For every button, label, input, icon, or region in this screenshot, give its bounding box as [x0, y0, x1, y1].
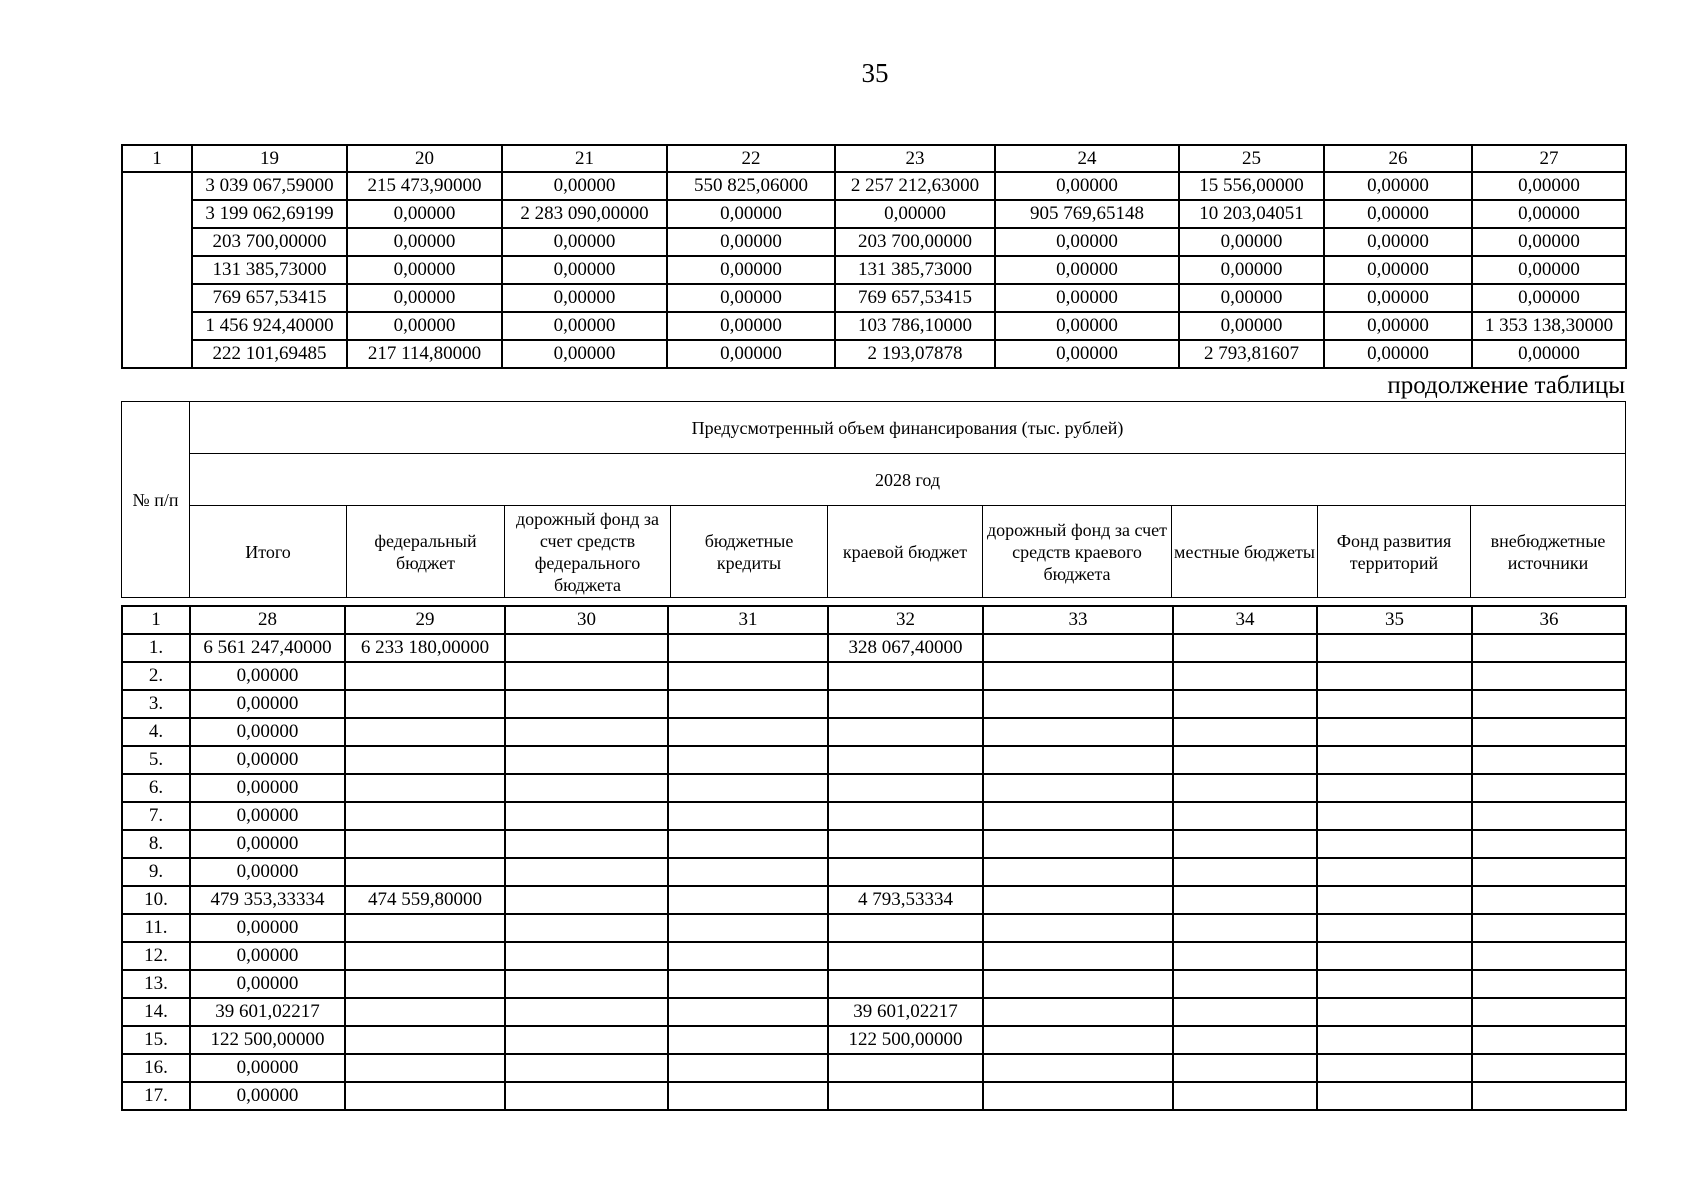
- column-number: 34: [1173, 606, 1317, 634]
- table-cell: 0,00000: [190, 774, 345, 802]
- column-number-row: [122, 606, 1626, 634]
- table-cell: [1317, 858, 1472, 886]
- table-cell: 0,00000: [995, 340, 1179, 368]
- table-cell: [828, 774, 983, 802]
- table-cell: [1173, 1026, 1317, 1054]
- table-cell: 0,00000: [347, 200, 502, 228]
- table-cell: 0,00000: [1324, 340, 1472, 368]
- table-cell: 0,00000: [667, 340, 835, 368]
- table-cell: 0,00000: [190, 858, 345, 886]
- page-number: 35: [861, 58, 889, 88]
- table-cell: 10 203,04051: [1179, 200, 1324, 228]
- table-cell: [505, 802, 668, 830]
- table-cell: [345, 690, 505, 718]
- table-cell: [668, 886, 828, 914]
- table-cell: [1173, 1082, 1317, 1110]
- table-cell: [668, 970, 828, 998]
- col-header: дорожный фонд за счет средств федерального бюджета: [505, 506, 671, 598]
- table-cell: 0,00000: [667, 228, 835, 256]
- table-cell: [983, 634, 1173, 662]
- table-cell: [1472, 970, 1626, 998]
- table-cell: 0,00000: [667, 256, 835, 284]
- row-number-cell: 6.: [122, 774, 190, 802]
- table-cell: 203 700,00000: [192, 228, 347, 256]
- funding-title: Предусмотренный объем финансирования (тыс. рублей): [190, 402, 1626, 454]
- table-cell: 0,00000: [190, 942, 345, 970]
- table-cell: 0,00000: [995, 228, 1179, 256]
- table-row: [122, 914, 1626, 942]
- table-cell: [1317, 774, 1472, 802]
- table-cell: [983, 774, 1173, 802]
- column-number: 29: [345, 606, 505, 634]
- table-cell: [668, 662, 828, 690]
- table-cell: 0,00000: [1179, 228, 1324, 256]
- table-cell: 103 786,10000: [835, 312, 995, 340]
- table-cell: [668, 830, 828, 858]
- table-cell: [345, 774, 505, 802]
- table-cell: [828, 914, 983, 942]
- table-cell: 0,00000: [502, 172, 667, 200]
- table-cell: 122 500,00000: [190, 1026, 345, 1054]
- table-cell: 0,00000: [1324, 256, 1472, 284]
- table-cell: [668, 942, 828, 970]
- table-cell: 0,00000: [835, 200, 995, 228]
- table-cell: [1317, 662, 1472, 690]
- table-cell: [345, 1082, 505, 1110]
- col-header: Итого: [190, 506, 347, 598]
- column-number: 32: [828, 606, 983, 634]
- table-cell: [828, 718, 983, 746]
- table-cell: 2 257 212,63000: [835, 172, 995, 200]
- table-cell: [828, 830, 983, 858]
- table-cell: 0,00000: [667, 312, 835, 340]
- col-header: краевой бюджет: [828, 506, 983, 598]
- table-cell: [983, 1026, 1173, 1054]
- column-number: 31: [668, 606, 828, 634]
- table-cell: [345, 942, 505, 970]
- table-cell: [828, 690, 983, 718]
- column-number: 1: [122, 606, 190, 634]
- table-cell: [1472, 1054, 1626, 1082]
- table-row: [122, 830, 1626, 858]
- column-number: 23: [835, 145, 995, 172]
- table-cell: 122 500,00000: [828, 1026, 983, 1054]
- table-cell: 2 283 090,00000: [502, 200, 667, 228]
- table-cell: [1317, 886, 1472, 914]
- table-cell: [1173, 634, 1317, 662]
- table-cell: 1 456 924,40000: [192, 312, 347, 340]
- table-cell: [668, 1054, 828, 1082]
- table-cell: [983, 886, 1173, 914]
- table-cell: 0,00000: [190, 1054, 345, 1082]
- table-cell: [345, 858, 505, 886]
- table-row: [122, 1054, 1626, 1082]
- table-cell: 0,00000: [347, 256, 502, 284]
- table-row: [122, 718, 1626, 746]
- table-cell: [1317, 1082, 1472, 1110]
- table-row: [122, 690, 1626, 718]
- row-number-cell: 10.: [122, 886, 190, 914]
- table-cell: 0,00000: [1179, 284, 1324, 312]
- table-cell: [668, 746, 828, 774]
- row-number-cell: 2.: [122, 662, 190, 690]
- table-cell: [828, 1054, 983, 1082]
- table-cell: [1173, 858, 1317, 886]
- col-header: местные бюджеты: [1172, 506, 1318, 598]
- row-number-cell: 13.: [122, 970, 190, 998]
- table-cell: 0,00000: [1472, 284, 1626, 312]
- table-cell: 0,00000: [1324, 284, 1472, 312]
- table-cell: [505, 998, 668, 1026]
- table-cell: [1173, 1054, 1317, 1082]
- table-cell: 0,00000: [502, 312, 667, 340]
- table-cell: [1173, 998, 1317, 1026]
- row-number-cell: 14.: [122, 998, 190, 1026]
- table-row: [122, 858, 1626, 886]
- table-cell: [505, 746, 668, 774]
- table-cell: [1173, 970, 1317, 998]
- table-cell: 6 561 247,40000: [190, 634, 345, 662]
- table-cell: 0,00000: [347, 284, 502, 312]
- table-row: [122, 802, 1626, 830]
- continuation-label: продолжение таблицы: [1387, 372, 1625, 399]
- table-cell: [1472, 914, 1626, 942]
- table-row: [122, 746, 1626, 774]
- table-cell: 15 556,00000: [1179, 172, 1324, 200]
- row-number-cell: 17.: [122, 1082, 190, 1110]
- row-number-cell: [122, 172, 192, 368]
- table-row: [122, 942, 1626, 970]
- table-cell: 203 700,00000: [835, 228, 995, 256]
- row-number-cell: 16.: [122, 1054, 190, 1082]
- table-cell: [668, 1082, 828, 1110]
- table-cell: [1472, 690, 1626, 718]
- table-cell: [345, 802, 505, 830]
- table-cell: 39 601,02217: [828, 998, 983, 1026]
- table-cell: 0,00000: [190, 746, 345, 774]
- table-cell: [668, 718, 828, 746]
- table-cell: [505, 886, 668, 914]
- table-cell: [983, 998, 1173, 1026]
- table-cell: 0,00000: [190, 1082, 345, 1110]
- table-cell: 2 193,07878: [835, 340, 995, 368]
- table-cell: [983, 858, 1173, 886]
- year-label: 2028 год: [190, 454, 1626, 506]
- table-cell: [668, 690, 828, 718]
- table-row: [122, 228, 1626, 256]
- column-number: 33: [983, 606, 1173, 634]
- table-cell: [1317, 1054, 1472, 1082]
- table-cell: [668, 998, 828, 1026]
- table-cell: [1472, 886, 1626, 914]
- table-cell: [1173, 830, 1317, 858]
- table-cell: [828, 1082, 983, 1110]
- table-cell: 3 199 062,69199: [192, 200, 347, 228]
- table-cell: [505, 718, 668, 746]
- table-cell: [505, 942, 668, 970]
- table-row: [122, 340, 1626, 368]
- table-row: [122, 634, 1626, 662]
- table-cell: [668, 914, 828, 942]
- table-cell: [505, 662, 668, 690]
- table-cell: [668, 858, 828, 886]
- table-cell: 905 769,65148: [995, 200, 1179, 228]
- table-cell: 0,00000: [1324, 200, 1472, 228]
- table-cell: 769 657,53415: [835, 284, 995, 312]
- column-number: 1: [122, 145, 192, 172]
- table-cell: 0,00000: [347, 228, 502, 256]
- table-row: [122, 662, 1626, 690]
- table-cell: 2 793,81607: [1179, 340, 1324, 368]
- table-cell: 0,00000: [1472, 200, 1626, 228]
- table-cell: 474 559,80000: [345, 886, 505, 914]
- table-cell: 0,00000: [502, 284, 667, 312]
- table-cell: 131 385,73000: [835, 256, 995, 284]
- table-cell: 0,00000: [347, 312, 502, 340]
- table-cell: [1317, 970, 1472, 998]
- table-cell: 0,00000: [190, 690, 345, 718]
- column-number: 22: [667, 145, 835, 172]
- table-cell: [505, 914, 668, 942]
- table-cell: 0,00000: [995, 284, 1179, 312]
- table-cell: 0,00000: [667, 200, 835, 228]
- table-cell: [983, 970, 1173, 998]
- table-cell: 550 825,06000: [667, 172, 835, 200]
- table-cell: [1173, 802, 1317, 830]
- table-cell: [1472, 718, 1626, 746]
- table-row: [122, 886, 1626, 914]
- table-cell: [828, 662, 983, 690]
- table-row: [122, 200, 1626, 228]
- table-cell: [1317, 746, 1472, 774]
- table-cell: [1472, 998, 1626, 1026]
- table-cell: [345, 830, 505, 858]
- table-cell: 0,00000: [190, 718, 345, 746]
- table-cell: 0,00000: [1472, 228, 1626, 256]
- table-cell: 6 233 180,00000: [345, 634, 505, 662]
- table-cell: [1173, 690, 1317, 718]
- column-number-row: [122, 145, 1626, 172]
- table-cell: [345, 914, 505, 942]
- row-number-cell: 1.: [122, 634, 190, 662]
- col-header: бюджетные кредиты: [671, 506, 828, 598]
- table-cell: 0,00000: [995, 256, 1179, 284]
- table-cell: 0,00000: [995, 172, 1179, 200]
- col-header: дорожный фонд за счет средств краевого бюджета: [983, 506, 1172, 598]
- table-cell: [983, 690, 1173, 718]
- table-row: [122, 172, 1626, 200]
- column-number: 30: [505, 606, 668, 634]
- col-header: внебюджетные источники: [1471, 506, 1626, 598]
- row-number-cell: 8.: [122, 830, 190, 858]
- row-number-cell: 12.: [122, 942, 190, 970]
- table-cell: 0,00000: [1472, 172, 1626, 200]
- column-number: 36: [1472, 606, 1626, 634]
- column-number: 20: [347, 145, 502, 172]
- table-cell: [983, 914, 1173, 942]
- row-number-cell: 9.: [122, 858, 190, 886]
- table-cell: 0,00000: [190, 830, 345, 858]
- table-cell: 0,00000: [1179, 256, 1324, 284]
- table-cell: [1472, 634, 1626, 662]
- table-cell: [345, 1026, 505, 1054]
- table-cell: [505, 690, 668, 718]
- table-cell: [828, 802, 983, 830]
- table-cell: [828, 970, 983, 998]
- table-cell: [1173, 662, 1317, 690]
- table-cell: [505, 830, 668, 858]
- row-number-cell: 7.: [122, 802, 190, 830]
- table-cell: [1173, 942, 1317, 970]
- table-cell: 0,00000: [190, 802, 345, 830]
- table-cell: 0,00000: [1472, 340, 1626, 368]
- table-row: [122, 970, 1626, 998]
- table-row: [122, 284, 1626, 312]
- table-cell: 0,00000: [1324, 228, 1472, 256]
- column-number: 19: [192, 145, 347, 172]
- table-cell: [345, 718, 505, 746]
- table-cell: 328 067,40000: [828, 634, 983, 662]
- table-cell: [1472, 774, 1626, 802]
- table-cell: 3 039 067,59000: [192, 172, 347, 200]
- row-number-cell: 5.: [122, 746, 190, 774]
- bottom-table: [121, 605, 1627, 1111]
- table-cell: 769 657,53415: [192, 284, 347, 312]
- table-cell: [1173, 718, 1317, 746]
- table-cell: 0,00000: [502, 228, 667, 256]
- table-cell: [345, 746, 505, 774]
- column-number: 21: [502, 145, 667, 172]
- table-row: [122, 1082, 1626, 1110]
- table-cell: 39 601,02217: [190, 998, 345, 1026]
- table-cell: 479 353,33334: [190, 886, 345, 914]
- table-cell: 1 353 138,30000: [1472, 312, 1626, 340]
- row-number-cell: 15.: [122, 1026, 190, 1054]
- table-cell: [505, 1026, 668, 1054]
- table-cell: [1472, 1082, 1626, 1110]
- table-cell: [983, 1082, 1173, 1110]
- table-cell: [828, 858, 983, 886]
- table-cell: 0,00000: [1472, 256, 1626, 284]
- table-cell: [1317, 942, 1472, 970]
- table-cell: [505, 634, 668, 662]
- table-cell: [668, 1026, 828, 1054]
- table-cell: 131 385,73000: [192, 256, 347, 284]
- table-row: [122, 256, 1626, 284]
- top-table: [121, 144, 1627, 369]
- table-cell: 0,00000: [995, 312, 1179, 340]
- table-cell: [505, 774, 668, 802]
- table-cell: [1173, 886, 1317, 914]
- table-cell: [1173, 746, 1317, 774]
- table-cell: [1472, 802, 1626, 830]
- table-cell: [505, 858, 668, 886]
- funding-header: [121, 401, 1626, 598]
- table-row: [122, 998, 1626, 1026]
- table-cell: [1317, 830, 1472, 858]
- table-cell: 0,00000: [190, 662, 345, 690]
- table-cell: [1317, 634, 1472, 662]
- table-cell: [345, 662, 505, 690]
- table-cell: [983, 746, 1173, 774]
- table-cell: [1173, 774, 1317, 802]
- table-cell: [1173, 914, 1317, 942]
- table-cell: [1472, 662, 1626, 690]
- table-cell: [828, 942, 983, 970]
- table-cell: [983, 662, 1173, 690]
- table-cell: 0,00000: [190, 914, 345, 942]
- table-cell: [505, 1054, 668, 1082]
- table-cell: [1472, 942, 1626, 970]
- column-number: 35: [1317, 606, 1472, 634]
- table-cell: [668, 774, 828, 802]
- table-cell: [505, 970, 668, 998]
- col-header: Фонд развития территорий: [1318, 506, 1471, 598]
- column-number: 24: [995, 145, 1179, 172]
- table-cell: [1317, 998, 1472, 1026]
- table-cell: [1472, 1026, 1626, 1054]
- table-row: [122, 312, 1626, 340]
- table-cell: 0,00000: [1179, 312, 1324, 340]
- table-cell: 0,00000: [1324, 172, 1472, 200]
- table-cell: [983, 802, 1173, 830]
- table-row: [122, 1026, 1626, 1054]
- table-cell: 0,00000: [190, 970, 345, 998]
- row-number-cell: 11.: [122, 914, 190, 942]
- table-cell: 217 114,80000: [347, 340, 502, 368]
- row-number-cell: 3.: [122, 690, 190, 718]
- table-cell: [1317, 1026, 1472, 1054]
- table-cell: 0,00000: [1324, 312, 1472, 340]
- column-number: 28: [190, 606, 345, 634]
- column-number: 27: [1472, 145, 1626, 172]
- table-cell: [828, 746, 983, 774]
- table-cell: [345, 998, 505, 1026]
- column-number: 26: [1324, 145, 1472, 172]
- table-cell: [668, 634, 828, 662]
- table-cell: [345, 1054, 505, 1082]
- table-cell: [983, 718, 1173, 746]
- table-cell: [668, 802, 828, 830]
- table-cell: 0,00000: [502, 256, 667, 284]
- table-cell: [505, 1082, 668, 1110]
- row-number-cell: 4.: [122, 718, 190, 746]
- table-cell: [345, 970, 505, 998]
- table-cell: [1317, 914, 1472, 942]
- table-cell: [983, 942, 1173, 970]
- table-cell: [1317, 718, 1472, 746]
- col-header: федеральный бюджет: [347, 506, 505, 598]
- table-cell: [983, 830, 1173, 858]
- num-header: № п/п: [122, 402, 190, 598]
- table-cell: [1472, 830, 1626, 858]
- table-cell: 215 473,90000: [347, 172, 502, 200]
- table-cell: 0,00000: [502, 340, 667, 368]
- table-row: [122, 774, 1626, 802]
- table-cell: 222 101,69485: [192, 340, 347, 368]
- table-cell: [1317, 802, 1472, 830]
- table-cell: 4 793,53334: [828, 886, 983, 914]
- table-cell: [1472, 858, 1626, 886]
- column-number: 25: [1179, 145, 1324, 172]
- table-cell: 0,00000: [667, 284, 835, 312]
- table-cell: [1472, 746, 1626, 774]
- table-cell: [1317, 690, 1472, 718]
- table-cell: [983, 1054, 1173, 1082]
